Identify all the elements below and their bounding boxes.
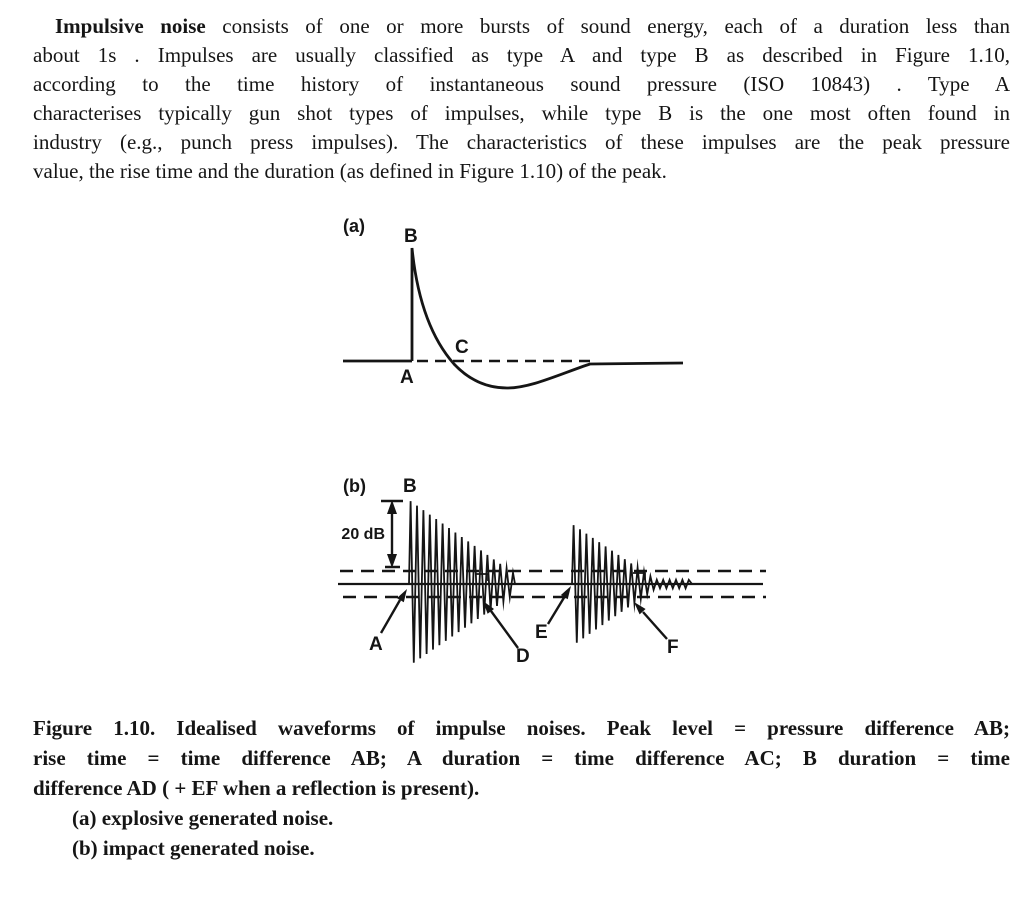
fig-a-panel	[343, 216, 683, 388]
fig-b-panel-label: (b)	[343, 476, 366, 496]
fig-b-panel	[338, 476, 766, 667]
caption-line-2: rise time = time difference AB; A duration = time difference AC; B duration = time	[33, 746, 1010, 770]
paragraph-line-4: characterises typically gun shot types of impulses, while type B is the one most often found in	[33, 101, 1010, 126]
fig-b-point-a-label: A	[369, 634, 383, 655]
fig-b-point-b-label: B	[403, 476, 417, 497]
paragraph-line-6: value, the rise time and the duration (as defined in Figure 1.10) of the peak.	[33, 159, 667, 184]
paragraph-line-2: about 1s . Impulses are usually classified as type A and type B as described in Figure 1.10,	[33, 43, 1010, 68]
fig-b-pointer-arrow-a	[381, 589, 407, 633]
fig-a-impulse-curve	[412, 248, 683, 388]
caption-item-b: (b) impact generated noise.	[72, 836, 315, 860]
fig-b-first-burst-waveform	[409, 501, 515, 663]
fig-a-point-a-label: A	[400, 367, 414, 388]
fig-b-pointer-arrow-f	[634, 602, 667, 639]
caption-line-1: Figure 1.10. Idealised waveforms of impulse noises. Peak level = pressure difference AB;	[33, 716, 1010, 740]
fig-a-panel-label: (a)	[343, 216, 365, 236]
fig-b-point-f-label: F	[667, 637, 679, 658]
figure-caption	[33, 713, 1010, 863]
fig-a-point-c-label: C	[455, 337, 469, 358]
fig-b-pointer-arrow-e	[548, 586, 571, 624]
fig-b-point-e-label: E	[535, 622, 548, 643]
fig-b-level-label: 20 dB	[341, 526, 385, 543]
fig-b-pointer-arrow-d	[483, 601, 518, 648]
paragraph-line-3: according to the time history of instantaneous sound pressure (ISO 10843) . Type A	[33, 72, 1010, 97]
caption-line-3: difference AD ( + EF when a reflection is present).	[33, 776, 480, 800]
paragraph-lead-bold: Impulsive noise	[55, 14, 206, 38]
caption-item-a: (a) explosive generated noise.	[72, 806, 334, 830]
fig-a-point-b-label: B	[404, 226, 418, 247]
paragraph-line-5: industry (e.g., punch press impulses). The characteristics of these impulses are the peak pressure	[33, 130, 1010, 155]
paragraph-line-1-text: consists of one or more bursts of sound energy, each of a duration less than	[222, 14, 1011, 38]
fig-b-point-d-label: D	[516, 646, 530, 667]
